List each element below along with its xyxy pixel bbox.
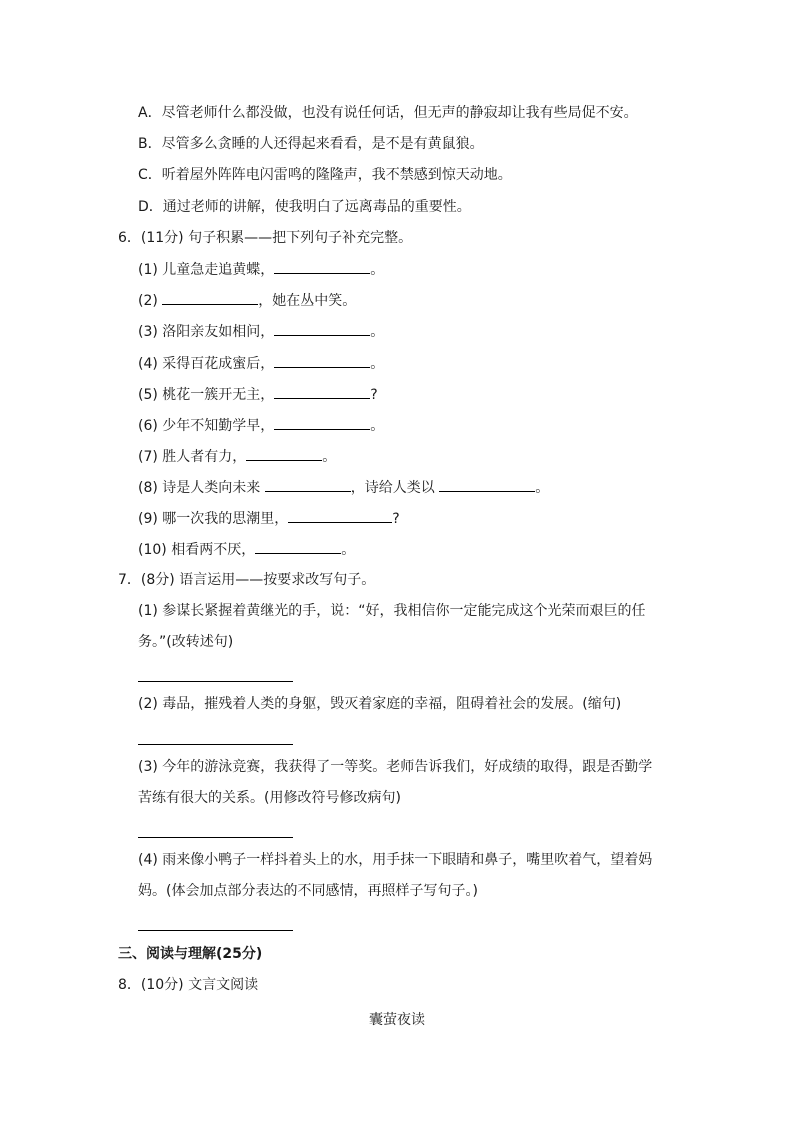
- q6-s5-prompt: (5) 桃花一簇开无主，: [138, 387, 275, 403]
- q7-prompt-4-line1: (4) 雨来像小鸭子一样抖着头上的水，用手抹一下眼睛和鼻子，嘴里吹着气，望着妈: [138, 852, 653, 868]
- answer-blank[interactable]: [246, 446, 322, 461]
- q6-s3-prompt: (3) 洛阳亲友如相问，: [138, 324, 275, 340]
- q7-prompt-2-line1: (2) 毒品，摧残着人类的身躯，毁灭着家庭的幸福，阻碍着社会的发展。(缩句): [138, 696, 622, 712]
- answer-blank[interactable]: [274, 384, 370, 399]
- answer-blank[interactable]: [255, 539, 341, 554]
- q6-sentence-1: (1) 儿童急走追黄蝶， 。: [138, 259, 384, 280]
- answer-blank[interactable]: [439, 477, 535, 492]
- answer-blank[interactable]: [274, 259, 370, 274]
- q6-sentence-9: (9) 哪一次我的思潮里， ?: [138, 508, 400, 529]
- q6-sentence-10: (10) 相看两不厌， 。: [138, 539, 355, 560]
- q6-sentence-2: (2) ，她在丛中笑。: [138, 290, 356, 311]
- answer-blank[interactable]: [288, 508, 392, 523]
- q6-sentence-8: (8) 诗是人类向未来 ，诗给人类以 。: [138, 477, 549, 498]
- q5-option-d: D．通过老师的讲解，使我明白了远离毒品的重要性。: [138, 199, 471, 215]
- q6-sentence-7: (7) 胜人者有力， 。: [138, 446, 336, 467]
- q7-answer-line-1[interactable]: [138, 681, 293, 682]
- q5-option-b: B．尽管多么贪睡的人还得起来看看，是不是有黄鼠狼。: [138, 136, 484, 152]
- q8-passage-title: 囊萤夜读: [369, 1012, 425, 1028]
- q6-sentence-5: (5) 桃花一簇开无主， ?: [138, 384, 378, 405]
- q7-prompt-3-line1: (3) 今年的游泳竞赛，我获得了一等奖。老师告诉我们，好成绩的取得，跟是否勤学: [138, 759, 653, 775]
- q6-sentence-4: (4) 采得百花成蜜后， 。: [138, 353, 384, 374]
- answer-blank[interactable]: [274, 321, 370, 336]
- q6-s4-prompt: (4) 采得百花成蜜后，: [138, 356, 275, 372]
- q6-s1-prompt: (1) 儿童急走追黄蝶，: [138, 262, 275, 278]
- q7-answer-line-4[interactable]: [138, 930, 293, 931]
- q7-prompt-1-line1: (1) 参谋长紧握着黄继光的手，说：“好，我相信你一定能完成这个光荣而艰巨的任: [138, 603, 646, 619]
- q6-heading: 6．(11分) 句子积累——把下列句子补充完整。: [118, 230, 413, 246]
- q6-s9-prompt: (9) 哪一次我的思潮里，: [138, 511, 289, 527]
- q6-s6-prompt: (6) 少年不知勤学早，: [138, 418, 275, 434]
- q6-s7-prompt: (7) 胜人者有力，: [138, 449, 247, 465]
- q5-option-a: A．尽管老师什么都没做，也没有说任何话，但无声的静寂却让我有些局促不安。: [138, 105, 638, 121]
- q6-s10-prompt: (10) 相看两不厌，: [138, 542, 256, 558]
- q7-prompt-1-line2: 务。”(改转述句): [138, 634, 234, 650]
- answer-blank[interactable]: [274, 353, 370, 368]
- q7-prompt-4-line2: 妈。(体会加点部分表达的不同感情，再照样子写句子。): [138, 883, 478, 899]
- q7-answer-line-2[interactable]: [138, 744, 293, 745]
- q6-s8-prompt: (8) 诗是人类向未来: [138, 480, 265, 496]
- section3-heading: 三、阅读与理解(25分): [118, 946, 263, 962]
- answer-blank[interactable]: [162, 290, 258, 305]
- answer-blank[interactable]: [265, 477, 351, 492]
- q6-sentence-3: (3) 洛阳亲友如相问， 。: [138, 321, 384, 342]
- q7-prompt-3-line2: 苦练有很大的关系。(用修改符号修改病句): [138, 790, 401, 806]
- q6-s2-prompt: ，她在丛中笑。: [258, 293, 357, 309]
- answer-blank[interactable]: [274, 415, 370, 430]
- q7-answer-line-3[interactable]: [138, 837, 293, 838]
- q5-option-c: C．听着屋外阵阵电闪雷鸣的隆隆声，我不禁感到惊天动地。: [138, 167, 512, 183]
- q7-heading: 7．(8分) 语言运用——按要求改写句子。: [118, 572, 376, 588]
- q8-heading: 8．(10分) 文言文阅读: [118, 977, 259, 993]
- q6-sentence-6: (6) 少年不知勤学早， 。: [138, 415, 384, 436]
